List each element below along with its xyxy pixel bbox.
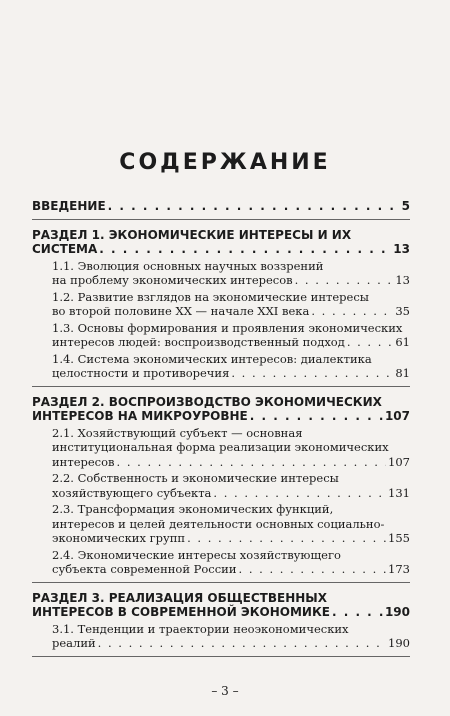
entry-line: институциональная форма реализации экономических <box>52 440 389 454</box>
entry-row <box>52 486 410 501</box>
entry-line: хозяйствующего субъекта <box>52 485 212 500</box>
entry-line: 1.4. Система экономических интересов: диалектика <box>52 351 372 366</box>
dot-leader <box>187 531 386 546</box>
page-title: СОДЕРЖАНИЕ <box>119 150 331 175</box>
entry-line: РАЗДЕЛ 2. ВОСПРОИЗВОДСТВО ЭКОНОМИЧЕСКИХ <box>32 394 382 409</box>
entry-row <box>52 273 410 288</box>
entry-line: 1.1. Эволюция основных научных воззрений <box>52 258 324 273</box>
section-divider <box>32 219 410 220</box>
page-number: – 3 – <box>211 684 239 698</box>
dot-leader <box>213 486 386 501</box>
section-divider <box>32 386 410 387</box>
entry-row <box>52 636 410 651</box>
entry-row <box>52 304 410 319</box>
entry-line: РАЗДЕЛ 1. ЭКОНОМИЧЕСКИЕ ИНТЕРЕСЫ И ИХ <box>32 227 352 242</box>
entry-line: интересов людей: воспроизводственный подход <box>52 335 345 349</box>
dot-leader <box>108 199 400 214</box>
entry-row <box>52 455 410 470</box>
entry-line: 2.3. Трансформация экономических функций, <box>52 502 334 516</box>
toc-subsection <box>32 321 410 350</box>
dot-leader <box>239 562 387 577</box>
toc-section <box>32 228 410 257</box>
entry-line: экономических групп <box>52 531 186 545</box>
page-ref: 13 <box>395 273 410 287</box>
entry-row <box>32 242 410 257</box>
page-ref: 35 <box>395 304 410 318</box>
entry-row <box>32 199 410 214</box>
section-divider <box>32 582 410 583</box>
dot-leader <box>98 636 386 651</box>
entry-line: 1.2. Развитие взглядов на экономические интересы <box>52 289 369 304</box>
entry-row <box>52 366 410 381</box>
entry-line: реалий <box>52 636 96 650</box>
toc-subsection <box>32 548 410 577</box>
toc-section <box>32 395 410 424</box>
entry-line: ИНТЕРЕСОВ НА МИКРОУРОВНЕ <box>32 409 248 423</box>
entry-line: СИСТЕМА <box>32 242 98 256</box>
entry-line: интересов <box>52 454 115 469</box>
toc-subsection <box>32 622 410 651</box>
section-divider <box>32 656 410 657</box>
entry-line: 2.4. Экономические интересы хозяйствующего <box>52 547 341 562</box>
entry-row <box>52 531 410 546</box>
entry-row <box>32 409 410 424</box>
toc-introduction <box>32 199 410 214</box>
entry-line: во второй половине XX — начале XXI века <box>52 304 310 318</box>
dot-leader <box>295 273 394 288</box>
entry-row <box>32 605 410 620</box>
entry-line: целостности и противоречия <box>52 366 230 380</box>
entry-line: на проблему экономических интересов <box>52 273 293 287</box>
dot-leader <box>347 335 394 350</box>
entry-line: РАЗДЕЛ 3. РЕАЛИЗАЦИЯ ОБЩЕСТВЕННЫХ <box>32 590 327 605</box>
toc-subsection <box>32 259 410 288</box>
page-ref: 131 <box>388 485 410 500</box>
page-ref: 190 <box>388 636 410 650</box>
dot-leader <box>99 242 391 257</box>
entry-line: субъекта современной России <box>52 562 237 576</box>
page-ref: 155 <box>388 531 410 545</box>
page-ref: 107 <box>384 409 410 423</box>
entry-row <box>52 335 410 350</box>
dot-leader <box>117 455 387 470</box>
entry-line: 2.1. Хозяйствующий субъект — основная <box>52 425 303 440</box>
toc-section <box>32 591 410 620</box>
entry-line: ВВЕДЕНИЕ <box>32 199 106 213</box>
entry-line: 2.2. Собственность и экономические интересы <box>52 471 339 485</box>
page-ref: 190 <box>384 605 410 619</box>
toc-subsection <box>32 471 410 500</box>
page-ref: 13 <box>393 242 410 256</box>
page-ref: 107 <box>388 454 410 469</box>
page-ref: 61 <box>395 335 410 349</box>
toc-subsection <box>32 290 410 319</box>
dot-leader <box>311 304 393 319</box>
page-ref: 5 <box>401 199 410 213</box>
dot-leader <box>332 605 383 620</box>
toc-subsection <box>32 426 410 470</box>
entry-line: 3.1. Тенденции и траектории неоэкономических <box>52 621 349 636</box>
entry-line: ИНТЕРЕСОВ В СОВРЕМЕННОЙ ЭКОНОМИКЕ <box>32 605 330 619</box>
entry-row <box>52 562 410 577</box>
entry-line: интересов и целей деятельности основных социально- <box>52 516 385 531</box>
dot-leader <box>231 366 393 381</box>
toc-subsection <box>32 352 410 381</box>
page-ref: 173 <box>388 562 410 576</box>
page-ref: 81 <box>395 366 410 380</box>
dot-leader <box>250 409 383 424</box>
table-of-contents <box>32 199 410 657</box>
entry-line: 1.3. Основы формирования и проявления экономических <box>52 320 403 335</box>
toc-subsection <box>32 502 410 546</box>
